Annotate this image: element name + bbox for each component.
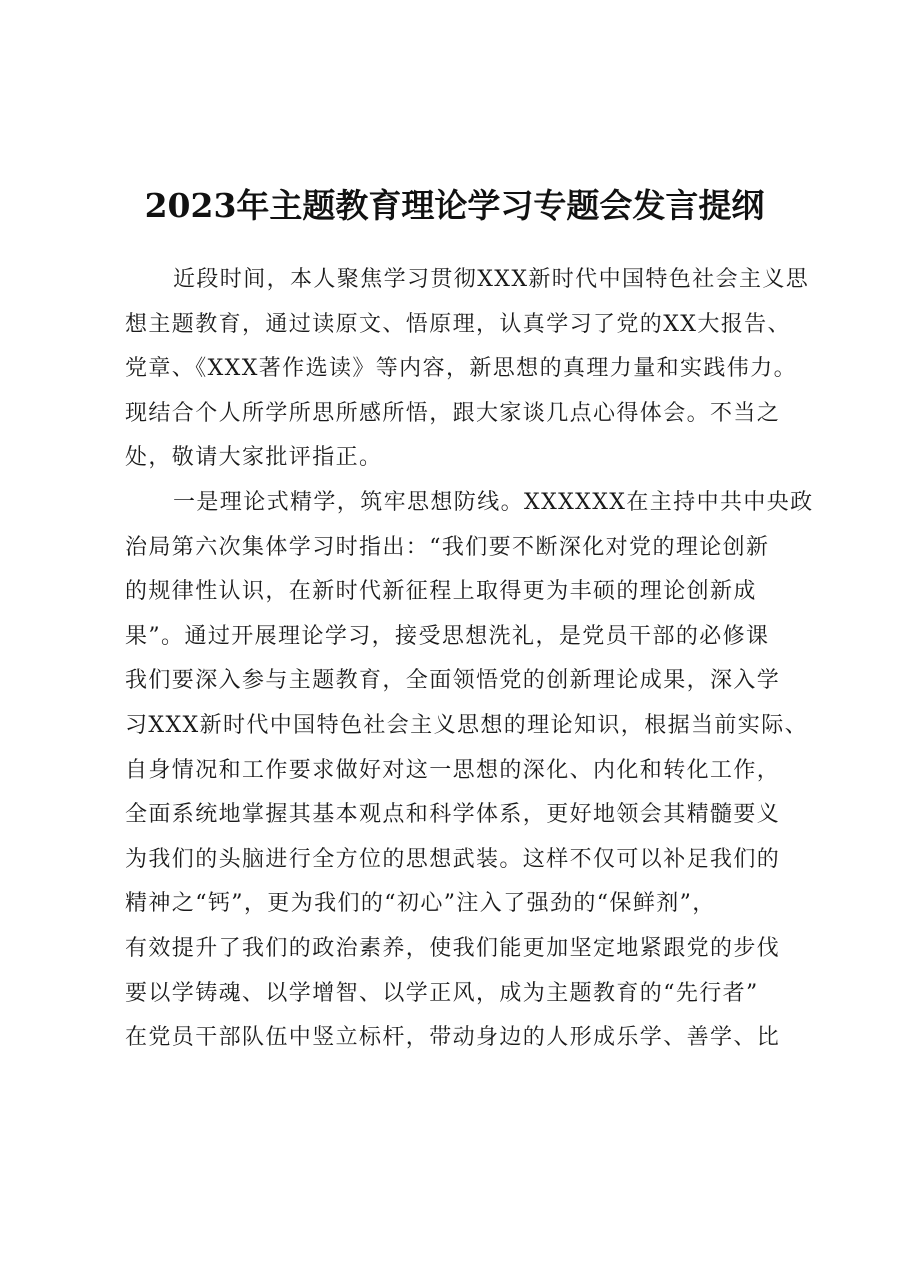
text-line: 在党员干部队伍中竖立标杆，带动身边的人形成乐学、善学、比 xyxy=(125,1025,781,1051)
text-line: 为我们的头脑进行全方位的思想武装。这样不仅可以补足我们的 xyxy=(125,846,781,872)
document-body xyxy=(125,258,825,1061)
text-line: 现结合个人所学所思所感所悟，跟大家谈几点心得体会。不当之 xyxy=(125,400,781,426)
text-line: 处，敬请大家批评指正。 xyxy=(125,445,383,471)
text-line: 我们要深入参与主题教育，全面领悟党的创新理论成果，深入学 xyxy=(125,668,781,694)
document-title: 2023年主题教育理论学习专题会发言提纲 xyxy=(144,186,765,225)
text-line: 的规律性认识，在新时代新征程上取得更为丰硕的理论创新成 xyxy=(125,579,757,605)
text-line: 要以学铸魂、以学增智、以学正风，成为主题教育的“先行者” xyxy=(125,980,759,1006)
text-line: 治局第六次集体学习时指出：“我们要不断深化对党的理论创新 xyxy=(125,534,770,560)
text-line: 全面系统地掌握其基本观点和科学体系，更好地领会其精髓要义 xyxy=(125,802,781,828)
text-line: 一是理论式精学，筑牢思想防线。XXXXXX在主持中共中央政 xyxy=(173,489,814,515)
text-line: 果”。通过开展理论学习，接受思想洗礼，是党员干部的必修课 xyxy=(125,623,770,649)
text-line: 习XXX新时代中国特色社会主义思想的理论知识，根据当前实际、 xyxy=(125,712,808,738)
text-line: 党章、《XXX著作选读》等内容，新思想的真理力量和实践伟力。 xyxy=(125,356,797,382)
text-line: 想主题教育，通过读原文、悟原理，认真学习了党的XX大报告、 xyxy=(125,311,791,337)
text-line: 近段时间，本人聚焦学习贯彻XXX新时代中国特色社会主义思 xyxy=(173,267,810,292)
text-line: 自身情况和工作要求做好对这一思想的深化、内化和转化工作， xyxy=(125,757,781,783)
text-line: 精神之“钙”，更为我们的“初心”注入了强劲的“保鲜剂”， xyxy=(125,891,716,917)
text-line: 有效提升了我们的政治素养，使我们能更加坚定地紧跟党的步伐 xyxy=(125,935,781,961)
